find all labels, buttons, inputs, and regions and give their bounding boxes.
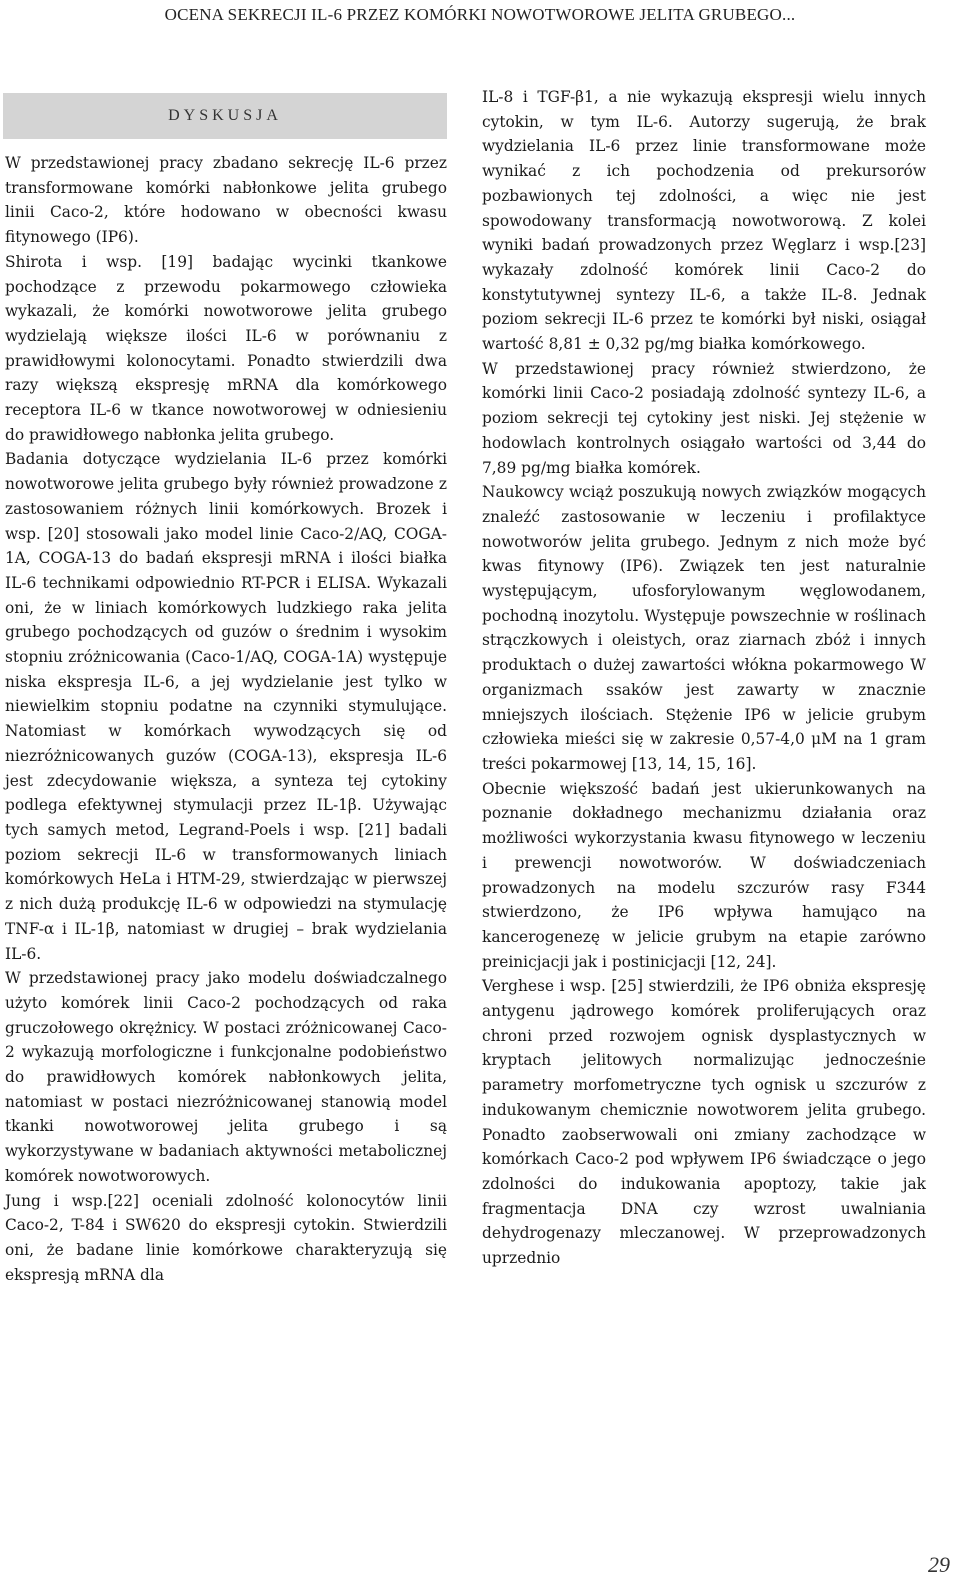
paragraph: Shirota i wsp. [19] badając wycinki tkankowe pochodzące z przewodu pokarmowego człowieka wykazali, że komórki nowotworowe jelita grubego wydzielają większe ilości IL-6 w porównaniu z prawidłowymi kolonocytami. Ponadto stwierdzili dwa razy większą ekspresję mRNA dla komórkowego receptora IL-6 w tkance nowotworowej w odniesieniu do prawidłowego nabłonka jelita grubego. <box>5 252 447 444</box>
paragraph: W przedstawionej pracy zbadano sekrecję IL-6 przez transformowane komórki nabłonkowe jelita grubego linii Caco-2, które hodowano w obecności kwasu fitynowego (IP6). <box>5 154 447 247</box>
paragraph: W przedstawionej pracy również stwierdzono, że komórki linii Caco-2 posiadają zdolność syntezy IL-6, a poziom sekrecji tej cytokiny jest niski. Jej stężenie w hodowlach kontrolnych osiągało wartości od 3,44 do 7,89 pg/mg białka komórek. <box>482 359 926 477</box>
running-title: OCENA SEKRECJI IL-6 PRZEZ KOMÓRKI NOWOTWOROWE JELITA GRUBEGO... <box>164 5 796 24</box>
paragraph: Obecnie większość badań jest ukierunkowanych na poznanie dokładnego mechanizmu działania oraz możliwości wykorzystania kwasu fitynowego w leczeniu i prewencji nowotworów. W doświadczeniach prowadzonych na modelu szczurów rasy F344 stwierdzono, że IP6 wpływa hamująco na kancerogenezę w jelicie grubym na etapie zarówno preinicjacji jak i postinicjacji [12, 24]. <box>482 779 926 971</box>
paragraph: W przedstawionej pracy jako modelu doświadczalnego użyto komórek linii Caco-2 pochodzących od raka gruczołowego okrężnicy. W postaci zróżnicowanej Caco-2 wykazują morfologiczne i funkcjonalne podobieństwo do prawidłowych komórek nabłonkowych jelita, natomiast w postaci niezróżnicowanej stanowią model tkanki nowotworowej jelita grubego i są wykorzystywane w badaniach aktywności metabolicznej komórek nowotworowych. <box>5 969 447 1185</box>
right-column <box>482 85 926 1271</box>
paragraph: Jung i wsp.[22] oceniali zdolność kolonocytów linii Caco-2, T-84 i SW620 do ekspresji cytokin. Stwierdzili oni, że badane linie komórkowe charakteryzują się ekspresją mRNA dla <box>5 1191 447 1284</box>
page-number: 29 <box>928 1552 950 1577</box>
paragraph: Naukowcy wciąż poszukują nowych związków mogących znaleźć zastosowanie w leczeniu i profilaktyce nowotworów jelita grubego. Jednym z nich może być kwas fitynowy (IP6). Związek ten jest naturalnie występującym, ufosforylowanym węglowodanem, pochodną inozytolu. Występuje powszechnie w roślinach strączkowych i oleistych, oraz ziarnach zbóż i innych produktach o dużej zawartości włókna pokarmowego W organizmach ssaków jest zawarty w znacznie mniejszych ilościach. Stężenie IP6 w jelicie grubym człowieka mieści się w zakresie 0,57-4,0 μM na 1 gram treści pokarmowej [13, 14, 15, 16]. <box>482 483 926 773</box>
section-heading-band <box>3 93 447 139</box>
paragraph: Verghese i wsp. [25] stwierdzili, że IP6 obniża ekspresję antygenu jądrowego komórek proliferujących oraz chroni przed rozwojem ognisk dysplastycznych w kryptach jelitowych normalizując jednocześnie parametry morfometryczne tych ognisk u szczurów z indukowanym chemicznie nowotworem jelita grubego. Ponadto zaobserwowali oni zmiany zachodzące w komórkach Caco-2 pod wpływem IP6 świadczące o jego zdolności do indukowania apoptozy, takie jak fragmentacja DNA czy wzrost uwalniania dehydrogenazy mleczanowej. W przeprowadzonych uprzednio <box>482 977 926 1268</box>
paragraph: Badania dotyczące wydzielania IL-6 przez komórki nowotworowe jelita grubego były również prowadzone z zastosowaniem różnych linii komórkowych. Brozek i wsp. [20] stosowali jako model linie Caco-2/AQ, COGA-1A, COGA-13 do badań ekspresji mRNA i ilości białka IL-6 technikami odpowiednio RT-PCR i ELISA. Wykazali oni, że w liniach komórkowych ludzkiego raka jelita grubego pochodzących od guzów o średnim i wysokim stopniu zróżnicowania (Caco-1/AQ, COGA-1A) występuje niska ekspresja IL-6, a jej wydzielanie jest tylko w niewielkim stopniu podatne na czynniki stymulujące. Natomiast w komórkach wywodzących się od niezróżnicowanych guzów (COGA-13), ekspresja IL-6 jest zdecydowanie większa, a synteza tej cytokiny podlega efektywnej stymulacji przez IL-1β. Używając tych samych metod, Legrand-Poels i wsp. [21] badali poziom sekrecji IL-6 w transformowanych liniach komórkowych HeLa i HTM-29, stwierdzając w pierwszej z nich dużą produkcję IL-6 w odpowiedzi na stymulację TNF-α i IL-1β, natomiast w drugiej – brak wydzielania IL-6. <box>5 450 447 963</box>
left-column <box>5 151 447 1287</box>
section-title: DYSKUSJA <box>168 107 282 124</box>
paragraph: IL-8 i TGF-β1, a nie wykazują ekspresji wielu innych cytokin, w tym IL-6. Autorzy sugerują, że brak wydzielania IL-6 przez linie transformowane może wynikać z ich pochodzenia od prekursorów pozbawionych tej zdolności, a więc nie jest spowodowany transformacją nowotworową. Z kolei wyniki badań prowadzonych przez Węglarz i wsp.[23] wykazały zdolność komórek linii Caco-2 do konstytutywnej syntezy IL-6, a także IL-8. Jednak poziom sekrecji IL-6 przez te komórki był niski, osiągał wartość 8,81 ± 0,32 pg/mg białka komórkowego. <box>482 88 926 354</box>
